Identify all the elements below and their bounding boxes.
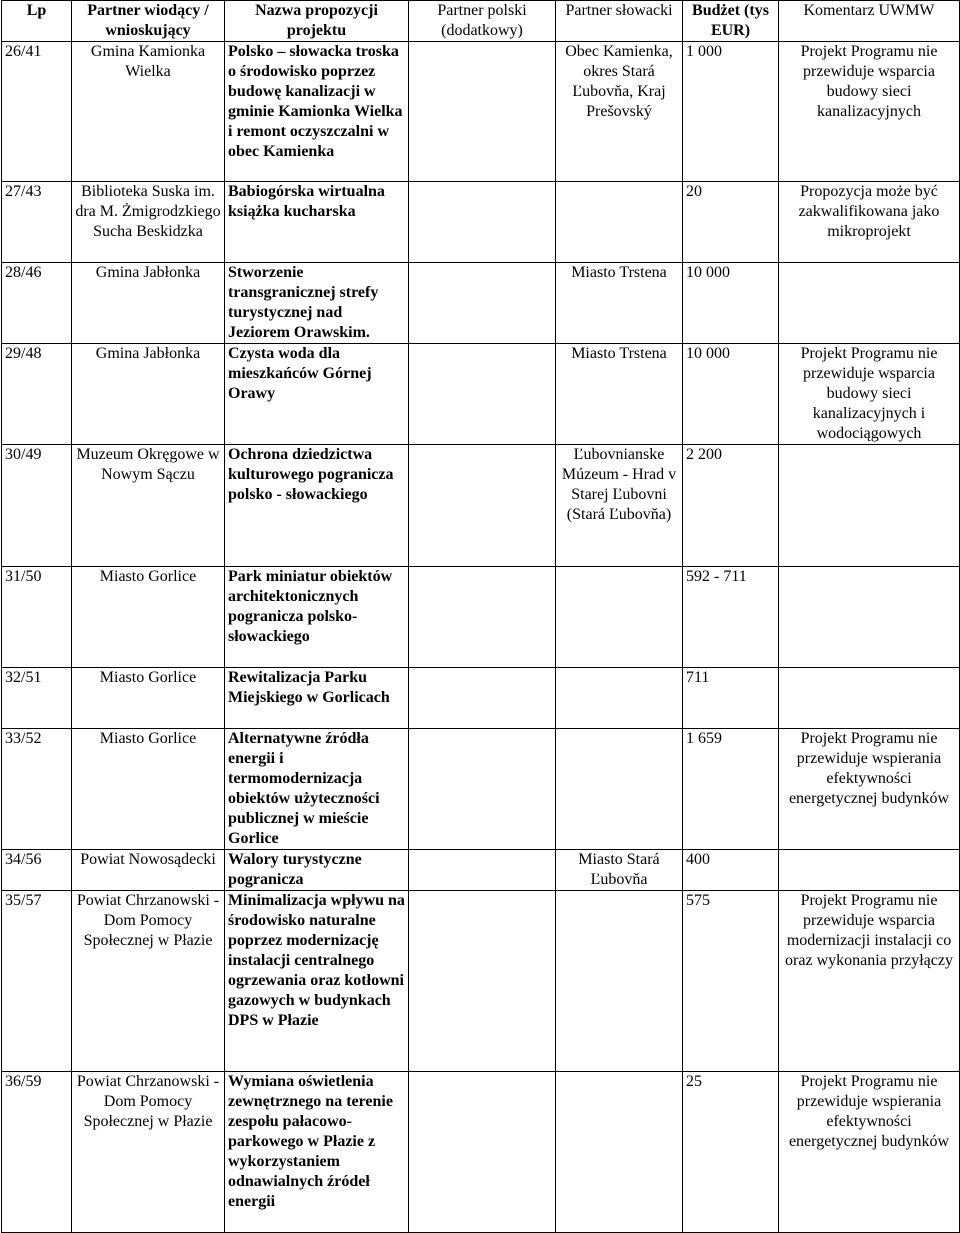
cell-partner: Gmina Kamionka Wielka bbox=[72, 42, 225, 182]
cell-budget: 10 000 bbox=[683, 344, 779, 445]
cell-project-name: Walory turystyczne pogranicza bbox=[225, 850, 409, 891]
cell-comment bbox=[779, 263, 960, 344]
cell-partner-sk bbox=[556, 729, 683, 850]
cell-partner-pl bbox=[409, 850, 556, 891]
header-lp: Lp bbox=[2, 1, 72, 42]
cell-lp: 28/46 bbox=[2, 263, 72, 344]
cell-project-name: Minimalizacja wpływu na środowisko naturalne poprzez modernizację instalacji centralnego ogrzewania oraz kotłowni gazowych w budynkach DPS w Płazie bbox=[225, 891, 409, 1072]
cell-partner-sk bbox=[556, 567, 683, 668]
cell-budget: 400 bbox=[683, 850, 779, 891]
header-row bbox=[2, 1, 960, 42]
header-comment: Komentarz UWMW bbox=[779, 1, 960, 42]
table-row bbox=[2, 850, 960, 891]
table-row bbox=[2, 668, 960, 729]
cell-lp: 27/43 bbox=[2, 182, 72, 263]
cell-budget: 1 000 bbox=[683, 42, 779, 182]
cell-partner-sk bbox=[556, 668, 683, 729]
cell-project-name: Wymiana oświetlenia zewnętrznego na terenie zespołu pałacowo-parkowego w Płazie z wykorzystaniem odnawialnych źródeł energii bbox=[225, 1072, 409, 1233]
cell-lp: 33/52 bbox=[2, 729, 72, 850]
cell-partner-pl bbox=[409, 1072, 556, 1233]
cell-partner-pl bbox=[409, 668, 556, 729]
cell-budget: 592 - 711 bbox=[683, 567, 779, 668]
cell-budget: 25 bbox=[683, 1072, 779, 1233]
table-row bbox=[2, 729, 960, 850]
table-row bbox=[2, 263, 960, 344]
cell-partner-sk: Miasto Trstena bbox=[556, 263, 683, 344]
cell-comment: Projekt Programu nie przewiduje wspierania efektywności energetycznej budynków bbox=[779, 1072, 960, 1233]
header-partner-lead: Partner wiodący / wnioskujący bbox=[72, 1, 225, 42]
cell-budget: 2 200 bbox=[683, 445, 779, 567]
cell-budget: 1 659 bbox=[683, 729, 779, 850]
cell-project-name: Park miniatur obiektów architektonicznych pogranicza polsko-słowackiego bbox=[225, 567, 409, 668]
cell-partner-sk: Miasto Trstena bbox=[556, 344, 683, 445]
cell-comment: Projekt Programu nie przewiduje wsparcia budowy sieci kanalizacyjnych bbox=[779, 42, 960, 182]
cell-partner: Powiat Chrzanowski - Dom Pomocy Społecznej w Płazie bbox=[72, 1072, 225, 1233]
cell-budget: 10 000 bbox=[683, 263, 779, 344]
cell-partner: Miasto Gorlice bbox=[72, 668, 225, 729]
cell-partner-sk bbox=[556, 891, 683, 1072]
cell-comment: Projekt Programu nie przewiduje wspierania efektywności energetycznej budynków bbox=[779, 729, 960, 850]
cell-project-name: Rewitalizacja Parku Miejskiego w Gorlicach bbox=[225, 668, 409, 729]
table-row bbox=[2, 567, 960, 668]
cell-partner-pl bbox=[409, 42, 556, 182]
cell-comment bbox=[779, 850, 960, 891]
table-row bbox=[2, 1072, 960, 1233]
cell-project-name: Alternatywne źródła energii i termomodernizacja obiektów użyteczności publicznej w mieście Gorlice bbox=[225, 729, 409, 850]
cell-partner: Muzeum Okręgowe w Nowym Sączu bbox=[72, 445, 225, 567]
cell-partner-pl bbox=[409, 182, 556, 263]
cell-partner-sk: Obec Kamienka, okres Stará Ľubovňa, Kraj Prešovský bbox=[556, 42, 683, 182]
table-row bbox=[2, 42, 960, 182]
cell-project-name: Stworzenie transgranicznej strefy turystycznej nad Jeziorem Orawskim. bbox=[225, 263, 409, 344]
header-budget: Budżet (tys EUR) bbox=[683, 1, 779, 42]
table-row bbox=[2, 182, 960, 263]
cell-partner: Biblioteka Suska im. dra M. Żmigrodzkiego Sucha Beskidzka bbox=[72, 182, 225, 263]
cell-project-name: Ochrona dziedzictwa kulturowego pogranicza polsko - słowackiego bbox=[225, 445, 409, 567]
cell-partner: Powiat Nowosądecki bbox=[72, 850, 225, 891]
cell-partner: Miasto Gorlice bbox=[72, 567, 225, 668]
cell-lp: 30/49 bbox=[2, 445, 72, 567]
cell-comment: Projekt Programu nie przewiduje wsparcia modernizacji instalacji co oraz wykonania przyłączy bbox=[779, 891, 960, 1072]
header-project-name: Nazwa propozycji projektu bbox=[225, 1, 409, 42]
cell-partner-pl bbox=[409, 445, 556, 567]
table-row bbox=[2, 891, 960, 1072]
cell-project-name: Czysta woda dla mieszkańców Górnej Orawy bbox=[225, 344, 409, 445]
cell-partner: Gmina Jabłonka bbox=[72, 344, 225, 445]
cell-partner: Powiat Chrzanowski - Dom Pomocy Społecznej w Płazie bbox=[72, 891, 225, 1072]
table-row bbox=[2, 344, 960, 445]
cell-budget: 20 bbox=[683, 182, 779, 263]
cell-comment: Projekt Programu nie przewiduje wsparcia budowy sieci kanalizacyjnych i wodociągowych bbox=[779, 344, 960, 445]
table-row bbox=[2, 445, 960, 567]
cell-partner-sk: Miasto Stará Ľubovňa bbox=[556, 850, 683, 891]
projects-table bbox=[1, 0, 960, 1233]
cell-lp: 32/51 bbox=[2, 668, 72, 729]
cell-partner-sk bbox=[556, 1072, 683, 1233]
cell-comment bbox=[779, 668, 960, 729]
header-partner-pl: Partner polski (dodatkowy) bbox=[409, 1, 556, 42]
cell-lp: 34/56 bbox=[2, 850, 72, 891]
cell-lp: 35/57 bbox=[2, 891, 72, 1072]
cell-lp: 26/41 bbox=[2, 42, 72, 182]
cell-comment bbox=[779, 445, 960, 567]
cell-partner-pl bbox=[409, 729, 556, 850]
cell-lp: 36/59 bbox=[2, 1072, 72, 1233]
cell-budget: 575 bbox=[683, 891, 779, 1072]
cell-lp: 29/48 bbox=[2, 344, 72, 445]
cell-partner-pl bbox=[409, 263, 556, 344]
cell-comment: Propozycja może być zakwalifikowana jako mikroprojekt bbox=[779, 182, 960, 263]
cell-project-name: Babiogórska wirtualna książka kucharska bbox=[225, 182, 409, 263]
cell-partner-pl bbox=[409, 567, 556, 668]
cell-lp: 31/50 bbox=[2, 567, 72, 668]
cell-partner-pl bbox=[409, 344, 556, 445]
cell-comment bbox=[779, 567, 960, 668]
header-partner-sk: Partner słowacki bbox=[556, 1, 683, 42]
cell-partner: Miasto Gorlice bbox=[72, 729, 225, 850]
cell-partner: Gmina Jabłonka bbox=[72, 263, 225, 344]
cell-budget: 711 bbox=[683, 668, 779, 729]
cell-partner-sk: Ľubovnianske Múzeum - Hrad v Starej Ľubovni (Stará Ľubovňa) bbox=[556, 445, 683, 567]
cell-partner-pl bbox=[409, 891, 556, 1072]
cell-project-name: Polsko – słowacka troska o środowisko poprzez budowę kanalizacji w gminie Kamionka Wielka i remont oczyszczalni w obec Kamienka bbox=[225, 42, 409, 182]
cell-partner-sk bbox=[556, 182, 683, 263]
